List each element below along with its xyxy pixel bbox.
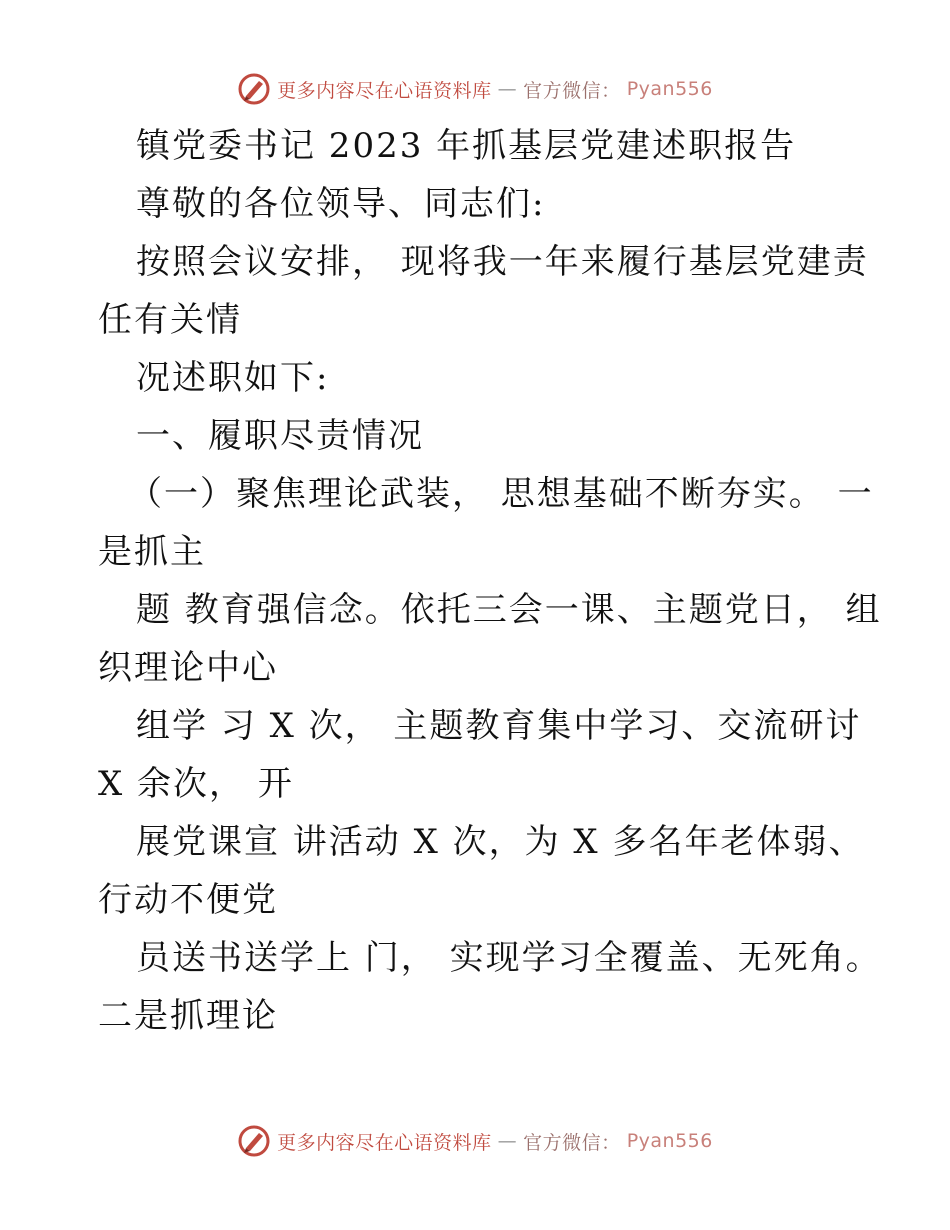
paragraph-line: 任有关情	[98, 300, 242, 340]
subsection-heading: （一）聚焦理论武装， 思想基础不断夯实。 一	[128, 474, 874, 514]
watermark-separator: —	[497, 1130, 518, 1152]
paragraph-line: 是抓主	[98, 532, 206, 572]
watermark-official-label: 官方微信：	[523, 79, 621, 102]
watermark-site-text: 更多内容尽在心语资料库	[277, 1131, 492, 1154]
pen-logo-icon	[237, 72, 271, 106]
watermark-wechat-id: Pyan556	[626, 1130, 713, 1152]
paragraph-line: 织理论中心	[98, 648, 278, 688]
paragraph-line: 按照会议安排， 现将我一年来履行基层党建责	[136, 242, 869, 282]
paragraph-line: X 余次， 开	[98, 764, 294, 804]
paragraph-line: 二是抓理论	[98, 996, 278, 1036]
paragraph-line: 题 教育强信念。依托三会一课、主题党日， 组	[136, 590, 882, 630]
paragraph-line: 行动不便党	[98, 880, 278, 920]
paragraph-line: 组学 习 X 次， 主题教育集中学习、交流研讨	[136, 706, 862, 746]
paragraph-line: 员送书送学上 门， 实现学习全覆盖、无死角。	[136, 938, 882, 978]
pen-logo-icon	[237, 1124, 271, 1158]
document-title: 镇党委书记 2023 年抓基层党建述职报告	[136, 126, 797, 166]
watermark-official-label: 官方微信：	[523, 1131, 621, 1154]
paragraph-line: 况述职如下:	[136, 358, 330, 398]
watermark-footer	[0, 1124, 950, 1158]
watermark-header	[0, 72, 950, 106]
section-heading: 一、履职尽责情况	[136, 416, 424, 456]
paragraph-line: 展党课宣 讲活动 X 次，为 X 多名年老体弱、	[136, 822, 865, 862]
salutation: 尊敬的各位领导、同志们:	[136, 184, 546, 224]
watermark-wechat-id: Pyan556	[626, 78, 713, 100]
watermark-separator: —	[497, 78, 518, 100]
watermark-site-text: 更多内容尽在心语资料库	[277, 79, 492, 102]
